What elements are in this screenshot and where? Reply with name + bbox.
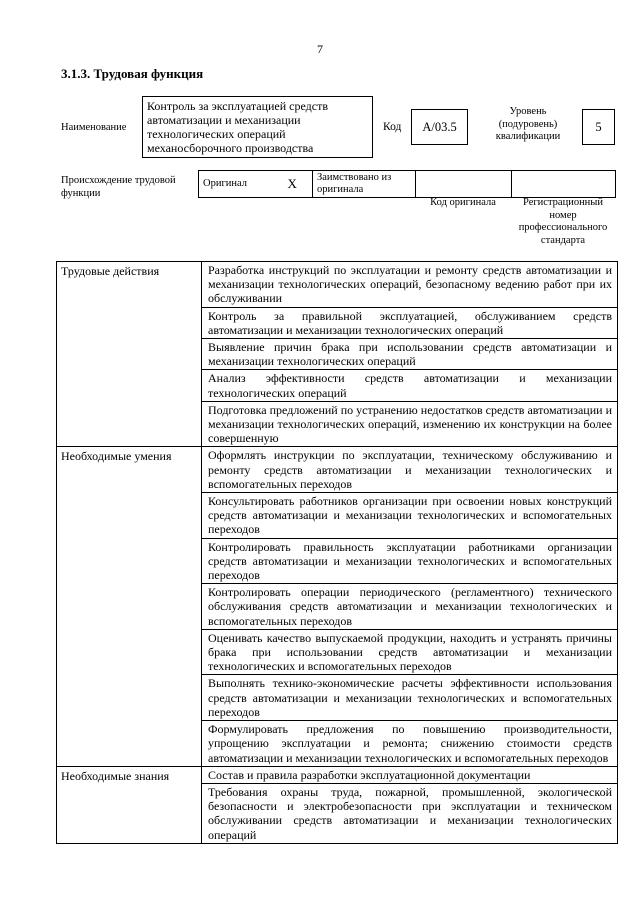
original-code-label: Код оригинала — [430, 197, 496, 208]
borrowed-cell — [313, 171, 416, 198]
section-item-cell: Состав и правила разработки эксплуатационной документации — [202, 766, 618, 783]
section-item-cell: Разработка инструкций по эксплуатации и ремонту средств автоматизации и механизации технологических операций, безопасному ведению работ при их обслуживании — [202, 262, 618, 308]
section-item-cell: Выполнять технико-экономические расчеты эффективности использования средств автоматизации и механизации технологических и вспомогательных переходов — [202, 675, 618, 721]
original-mark: X — [273, 171, 313, 198]
qualification-level-box: 5 — [582, 109, 615, 145]
reg-number-cell — [512, 171, 616, 198]
page-number: 7 — [317, 42, 323, 56]
section-item-cell: Выявление причин брака при использовании средств автоматизации и механизации технологических операций — [202, 339, 618, 370]
section-item-cell: Контроль за правильной эксплуатацией, обслуживанием средств автоматизации и механизации технологических операций — [202, 307, 618, 338]
section-title: 3.1.3. Трудовая функция — [61, 66, 204, 81]
original-cell — [199, 171, 273, 198]
section-item-cell: Контролировать операции периодического (регламентного) технического обслуживания средств автоматизации и механизации технологических и вспомогательных переходов — [202, 584, 618, 630]
original-code-cell — [416, 171, 512, 198]
section-item-cell: Требования охраны труда, пожарной, промышленной, экологической безопасности и электробезопасности при эксплуатации и техническом обслуживании средств автоматизации и механизации технологических операций — [202, 783, 618, 843]
original-label: Оригинал — [203, 178, 247, 189]
section-category-cell: Трудовые действия — [57, 262, 202, 447]
section-item-cell: Консультировать работников организации при освоении новых конструкций средств автоматизации и механизации технологических и вспомогательных переходов — [202, 493, 618, 539]
borrowed-label: Заимствовано из оригинала — [317, 172, 392, 195]
section-item-cell: Подготовка предложений по устранению недостатков средств автоматизации и механизации технологических операций, изменению их конструкции на более совершенную — [202, 401, 618, 447]
section-item-cell: Анализ эффективности средств автоматизации и механизации технологических операций — [202, 370, 618, 401]
table-row — [57, 766, 618, 783]
reg-number-label: Регистрационный номер профессионального стандарта — [518, 197, 608, 246]
table-row — [57, 447, 618, 493]
section-category-cell: Необходимые умения — [57, 447, 202, 766]
section-category-cell: Необходимые знания — [57, 766, 202, 843]
code-label: Код — [383, 121, 402, 133]
section-item-cell: Оценивать качество выпускаемой продукции, находить и устранять причины брака при использовании средств автоматизации и механизации технологических и вспомогательных переходов — [202, 629, 618, 675]
section-item-cell: Формулировать предложения по повышению производительности, упрощению эксплуатации и ремонта; снижению стоимости средств автоматизации и механизации технологических и вспомогательных переходов — [202, 721, 618, 767]
name-label: Наименование — [61, 122, 127, 133]
origin-table — [198, 170, 616, 198]
qualification-level-label: Уровень (подуровень) квалификации — [495, 106, 561, 142]
section-item-cell: Оформлять инструкции по эксплуатации, техническому обслуживанию и ремонту средств автоматизации и механизации технологических и вспомогательных переходов — [202, 447, 618, 493]
function-name-box: Контроль за эксплуатацией средств автоматизации и механизации технологических операций механосборочного производства — [142, 96, 373, 158]
function-details-table — [56, 261, 618, 844]
section-item-cell: Контролировать правильность эксплуатации работниками организации средств автоматизации и механизации технологических и вспомогательных переходов — [202, 538, 618, 584]
table-row — [57, 262, 618, 308]
code-value-box: А/03.5 — [411, 109, 468, 145]
origin-label: Происхождение трудовой функции — [61, 175, 176, 199]
